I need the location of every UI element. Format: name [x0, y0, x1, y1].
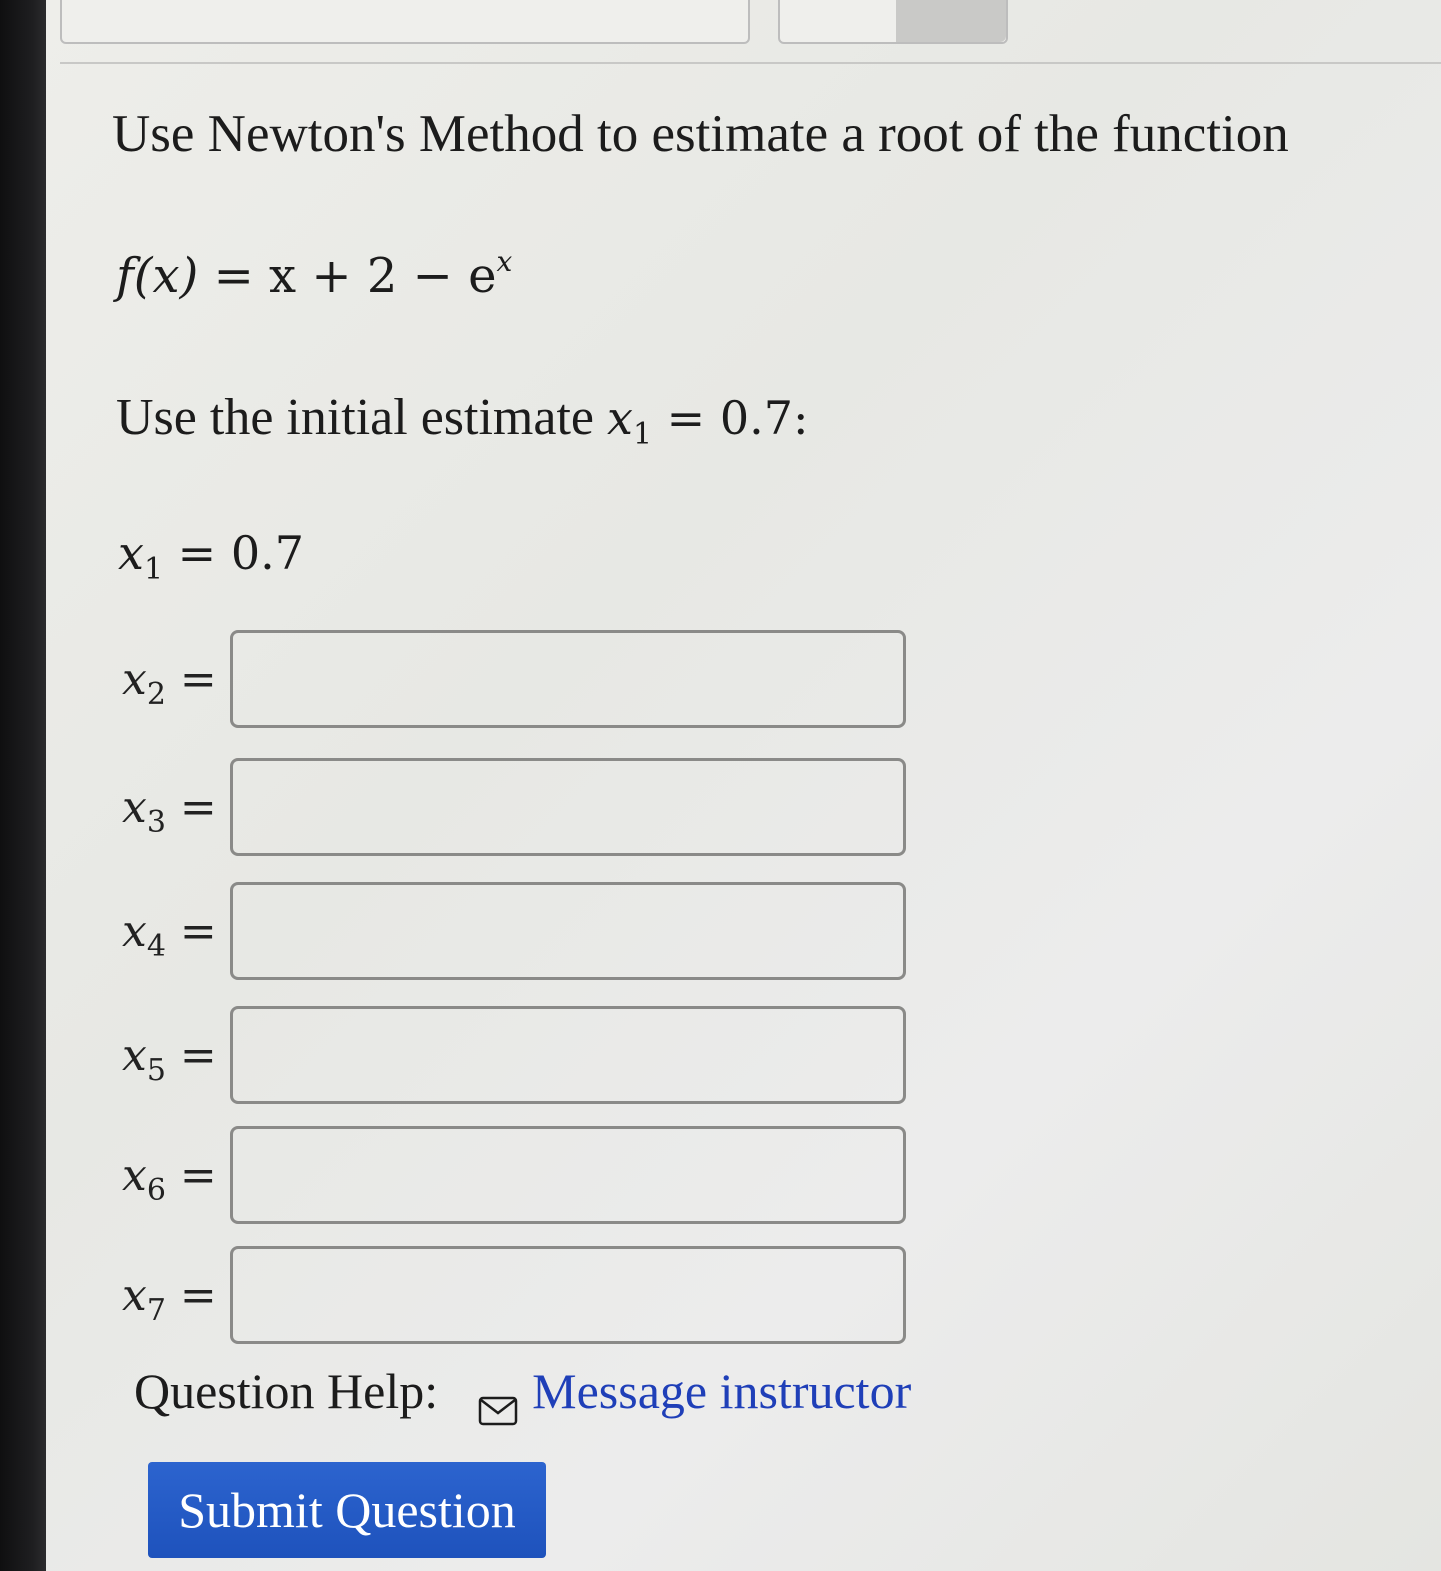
given-sub: 1	[143, 552, 164, 588]
function-rhs: = x + 2 − e	[213, 248, 497, 304]
message-instructor-link[interactable]: Message instructor	[532, 1363, 912, 1419]
function-lhs: f(x)	[116, 248, 199, 304]
divider	[60, 62, 1441, 64]
question-intro: Use Newton's Method to estimate a root of the function	[112, 105, 1289, 163]
initial-var: x	[606, 391, 633, 445]
given-x1	[118, 526, 304, 587]
question-help	[134, 1362, 911, 1420]
answer-input-x3[interactable]	[230, 758, 906, 856]
answer-input-x7[interactable]	[230, 1246, 906, 1344]
given-value: = 0.7	[177, 526, 304, 580]
mail-icon[interactable]	[478, 1380, 518, 1410]
answer-input-x4[interactable]	[230, 882, 906, 980]
answer-label-x3: $x_3$ =	[122, 782, 217, 840]
top-panel-left	[60, 0, 750, 44]
initial-value: = 0.7:	[666, 391, 809, 445]
question-help-label: Question Help:	[134, 1363, 439, 1419]
given-var: x	[118, 526, 144, 580]
answer-label-x5: $x_5$ =	[122, 1030, 217, 1088]
answer-label-x6: $x_6$ =	[122, 1150, 217, 1208]
screen-bezel	[0, 0, 46, 1571]
initial-estimate-line	[116, 388, 808, 452]
answer-input-x6[interactable]	[230, 1126, 906, 1224]
answer-label-x4: $x_4$ =	[122, 906, 217, 964]
answer-input-x5[interactable]	[230, 1006, 906, 1104]
answer-input-x2[interactable]	[230, 630, 906, 728]
initial-estimate-label: Use the initial estimate	[116, 389, 594, 446]
function-definition	[116, 245, 513, 304]
answer-label-x2: $x_2$ =	[122, 654, 217, 712]
answer-label-x7: $x_7$ =	[122, 1270, 217, 1328]
function-exponent: x	[496, 245, 513, 278]
top-panel-right	[778, 0, 1008, 44]
initial-sub: 1	[632, 417, 653, 453]
submit-question-button[interactable]: Submit Question	[148, 1462, 546, 1558]
